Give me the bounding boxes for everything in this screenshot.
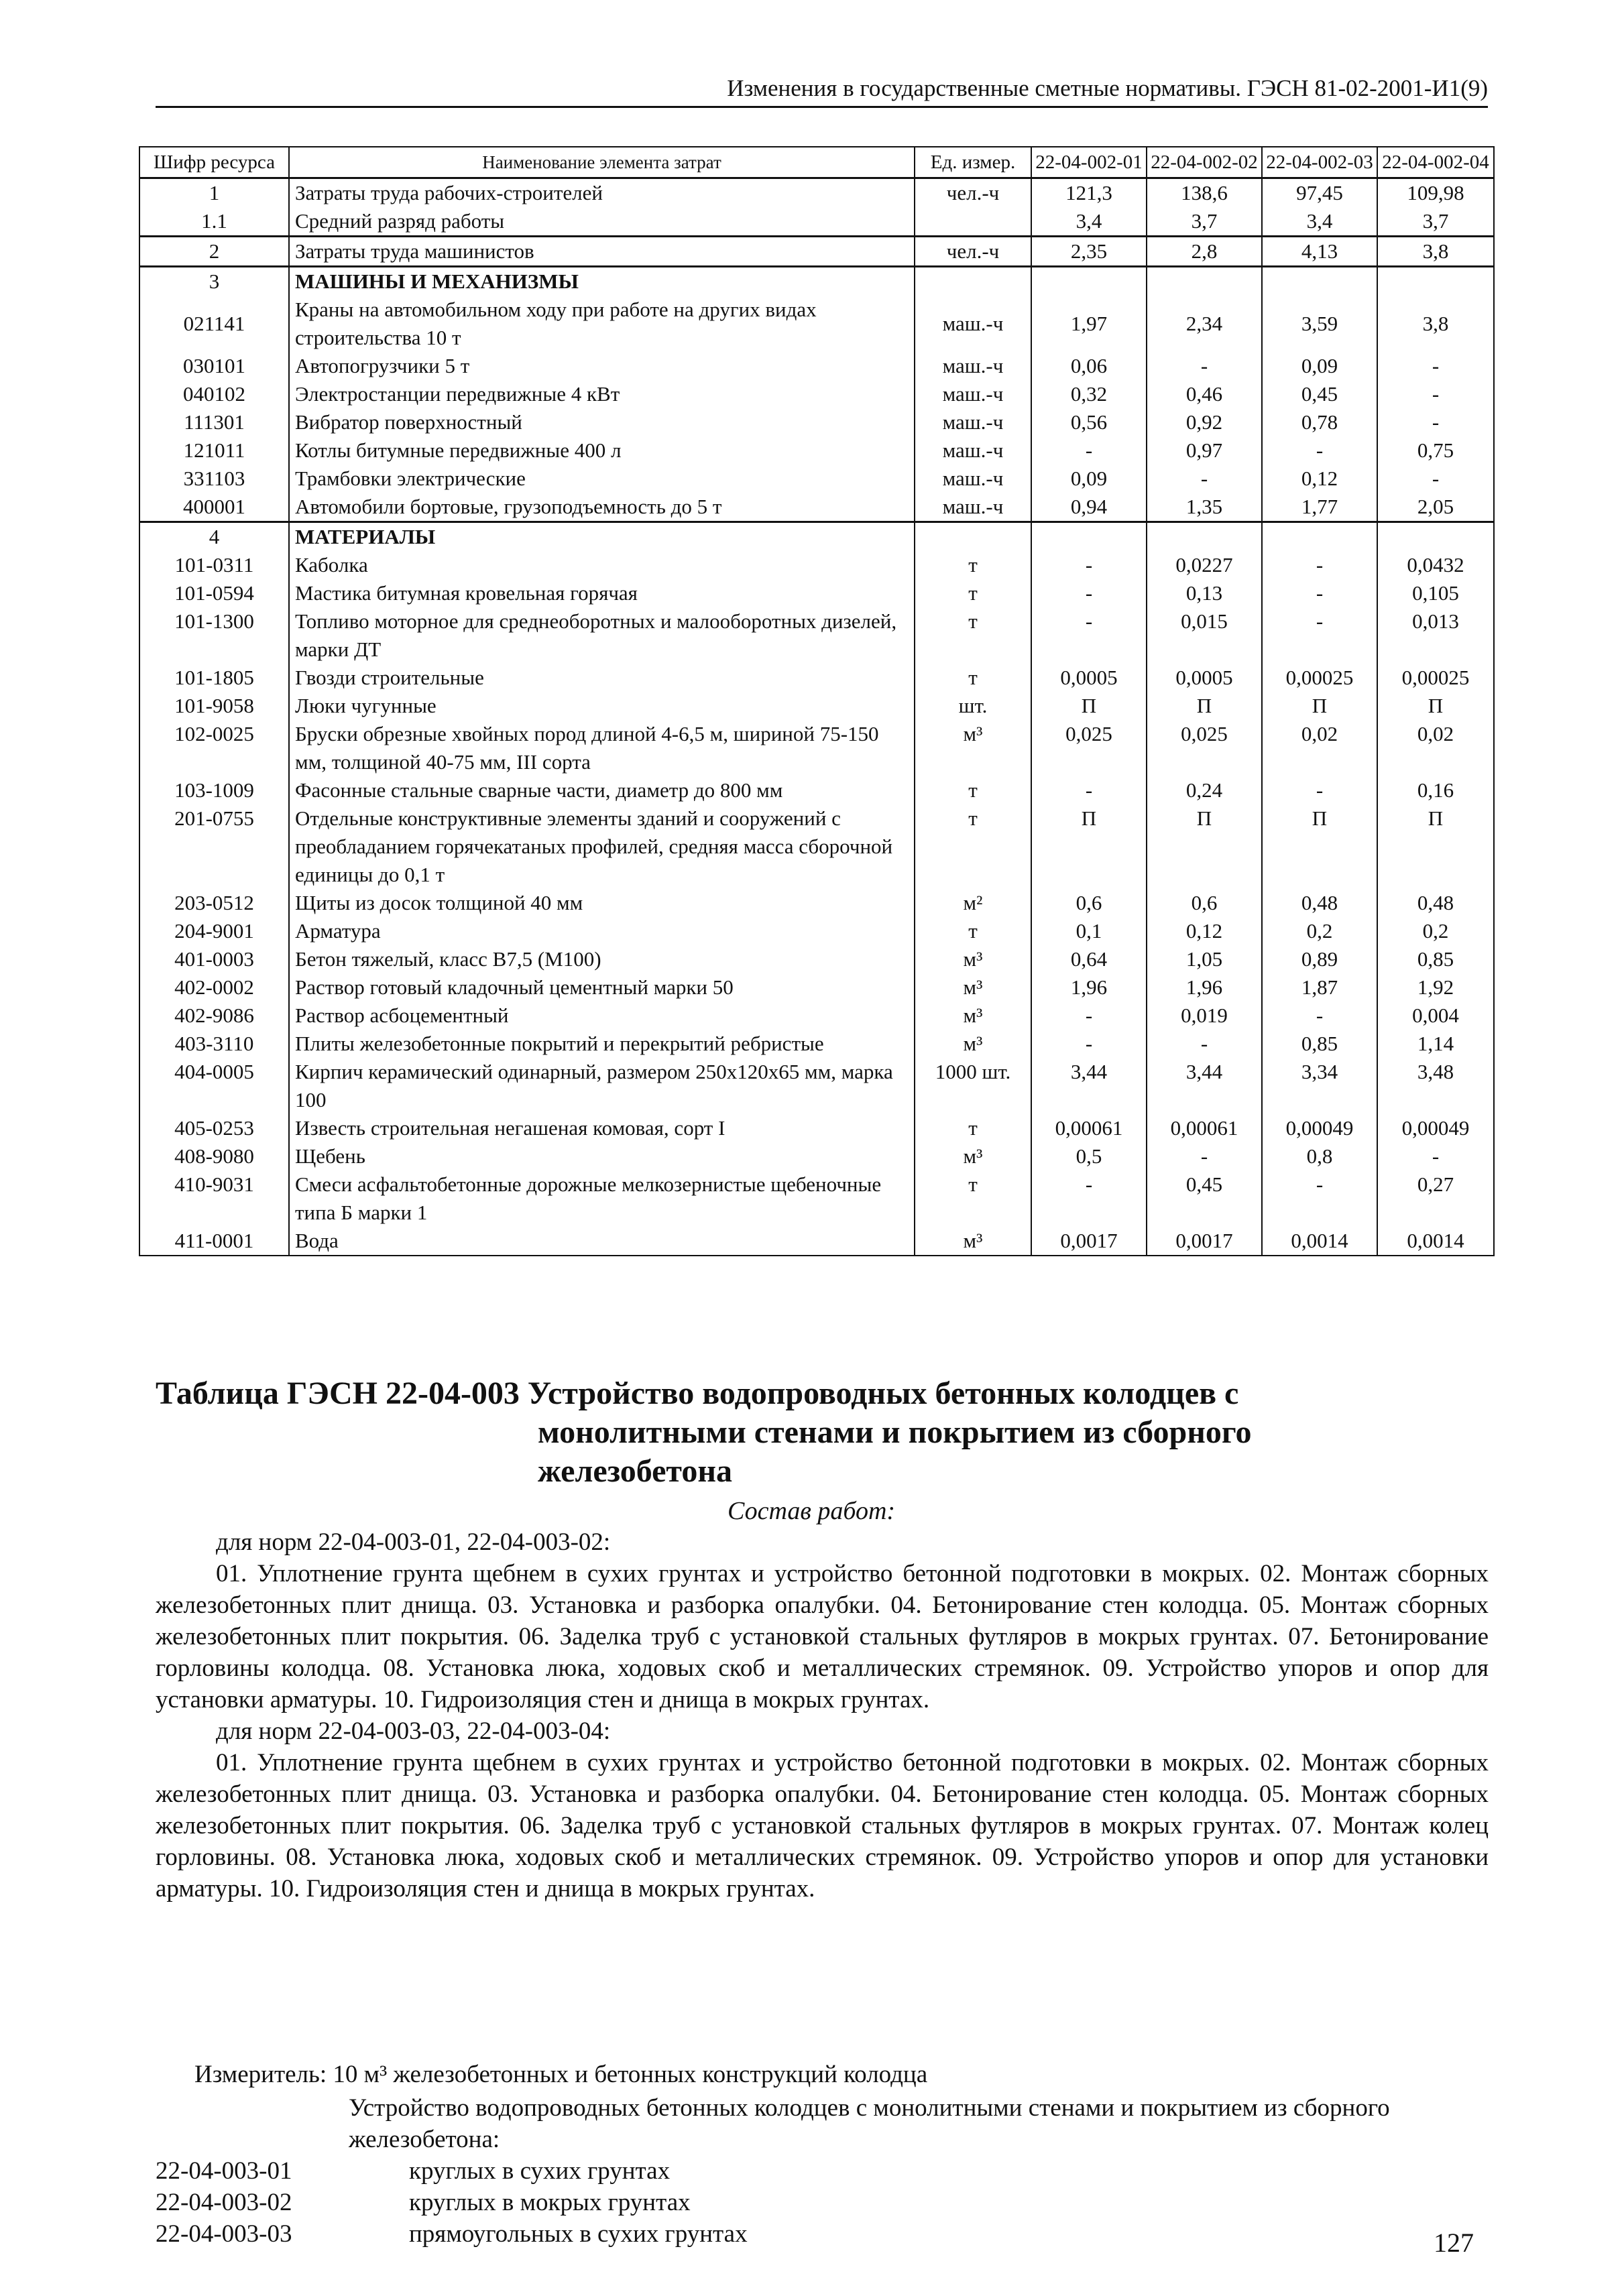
norm-value: 0,75 xyxy=(1377,436,1494,465)
table-row xyxy=(139,776,1494,804)
norm-row xyxy=(156,2187,748,2218)
norm-value: 0,94 xyxy=(1031,493,1147,522)
resource-code: 4 xyxy=(139,522,289,552)
norm-value: 0,45 xyxy=(1147,1170,1262,1227)
table-row xyxy=(139,1227,1494,1256)
resource-unit: т xyxy=(915,1114,1031,1142)
norm-value: 1,05 xyxy=(1147,945,1262,973)
resource-code: 102-0025 xyxy=(139,720,289,776)
norm-description: Устройство водопроводных бетонных колодцев с монолитными стенами и покрытием из сборного железобетона: xyxy=(349,2094,1390,2153)
composition-label: Состав работ: xyxy=(728,1497,896,1525)
col-norm-4-header: 22-04-002-04 xyxy=(1377,147,1494,178)
table-row xyxy=(139,889,1494,917)
norm-value: 0,06 xyxy=(1031,352,1147,380)
resource-unit: чел.-ч xyxy=(915,237,1031,267)
table-row xyxy=(139,1170,1494,1227)
resource-code: 103-1009 xyxy=(139,776,289,804)
resource-name: Мастика битумная кровельная горячая xyxy=(289,579,915,607)
resource-name: Кирпич керамический одинарный, размером 250x120x65 мм, марка 100 xyxy=(289,1058,915,1114)
col-norm-3-header: 22-04-002-03 xyxy=(1262,147,1377,178)
norm-value: 0,56 xyxy=(1031,408,1147,436)
norm-value: 0,09 xyxy=(1262,352,1377,380)
resource-name: Люки чугунные xyxy=(289,692,915,720)
norm-value: 0,00025 xyxy=(1377,664,1494,692)
resource-unit: м³ xyxy=(915,1030,1031,1058)
resource-name: Автомобили бортовые, грузоподъемность до 5 т xyxy=(289,493,915,522)
norm-code: 22-04-003-02 xyxy=(156,2189,292,2216)
norm-value: П xyxy=(1147,804,1262,889)
norm-value: 138,6 xyxy=(1147,178,1262,208)
norm-list xyxy=(156,2155,748,2250)
norms-b-label: для норм 22-04-003-03, 22-04-003-04: xyxy=(216,1717,611,1745)
col-norm-1-header: 22-04-002-01 xyxy=(1031,147,1147,178)
table-row xyxy=(139,465,1494,493)
resource-name: Арматура xyxy=(289,917,915,945)
norm-value: - xyxy=(1031,1170,1147,1227)
resource-name: Автопогрузчики 5 т xyxy=(289,352,915,380)
resource-unit: т xyxy=(915,607,1031,664)
resource-name: Гвозди строительные xyxy=(289,664,915,692)
table-row xyxy=(139,973,1494,1002)
norm-value xyxy=(1262,522,1377,552)
norm-value: П xyxy=(1147,692,1262,720)
norm-value: 3,44 xyxy=(1147,1058,1262,1114)
norms-b-block xyxy=(156,1715,1489,1905)
resource-name: Раствор асбоцементный xyxy=(289,1002,915,1030)
norm-value xyxy=(1031,522,1147,552)
resource-name: Раствор готовый кладочный цементный марки 50 xyxy=(289,973,915,1002)
norm-value: 0,12 xyxy=(1147,917,1262,945)
resource-code: 1.1 xyxy=(139,207,289,237)
norm-value: - xyxy=(1031,551,1147,579)
norm-value: 0,92 xyxy=(1147,408,1262,436)
norm-value: 0,00061 xyxy=(1147,1114,1262,1142)
norm-value: - xyxy=(1262,436,1377,465)
table-title xyxy=(156,1374,1430,1491)
norm-value: 0,02 xyxy=(1262,720,1377,776)
norm-value: 0,45 xyxy=(1262,380,1377,408)
norm-value: 0,85 xyxy=(1262,1030,1377,1058)
table-row xyxy=(139,267,1494,296)
norm-value: - xyxy=(1147,1142,1262,1170)
norm-value: 0,00049 xyxy=(1377,1114,1494,1142)
norm-value: 0,0227 xyxy=(1147,551,1262,579)
norm-value: 2,8 xyxy=(1147,237,1262,267)
norm-value: П xyxy=(1031,804,1147,889)
norm-value: - xyxy=(1031,1030,1147,1058)
norm-value: 3,48 xyxy=(1377,1058,1494,1114)
resource-unit: 1000 шт. xyxy=(915,1058,1031,1114)
table-row xyxy=(139,522,1494,552)
resource-unit: т xyxy=(915,579,1031,607)
resource-code: 403-3110 xyxy=(139,1030,289,1058)
resource-code: 101-1300 xyxy=(139,607,289,664)
norm-value: - xyxy=(1377,352,1494,380)
resource-code: 101-1805 xyxy=(139,664,289,692)
norm-value xyxy=(1377,267,1494,296)
norm-row xyxy=(156,2155,748,2187)
resource-unit: т xyxy=(915,664,1031,692)
norm-value: 0,48 xyxy=(1377,889,1494,917)
resource-code: 203-0512 xyxy=(139,889,289,917)
resource-unit: чел.-ч xyxy=(915,178,1031,208)
resource-unit: т xyxy=(915,917,1031,945)
norm-value: 0,85 xyxy=(1377,945,1494,973)
norm-value: 97,45 xyxy=(1262,178,1377,208)
norm-value: 3,44 xyxy=(1031,1058,1147,1114)
resource-name: Щебень xyxy=(289,1142,915,1170)
resource-unit: маш.-ч xyxy=(915,380,1031,408)
norms-a-block xyxy=(156,1526,1489,1715)
norms-a-text: 01. Уплотнение грунта щебнем в сухих грунтах и устройство бетонной подготовки в мокрых. 02. Монтаж сборных железобетонных плит днища. 03. Установка и разборка опалубки. 04. Бетонирование стен колодца. 05. Монтаж сборных железобетонных плит покрытия. 06. Заделка труб с установкой стальных футляров в мокрых грунтах. 07. Бетонирование горловины колодца. 08. Установка люка, ходовых скоб и металлических стремянок. 09. Устройство упоров и опор для установки арматуры. 10. Гидроизоляция стен и днища в мокрых грунтах. xyxy=(156,1560,1489,1713)
resource-code: 411-0001 xyxy=(139,1227,289,1256)
norm-value: 0,27 xyxy=(1377,1170,1494,1227)
norm-value: - xyxy=(1031,1002,1147,1030)
resource-code: 1 xyxy=(139,178,289,208)
norm-value: П xyxy=(1262,804,1377,889)
resource-unit: шт. xyxy=(915,692,1031,720)
resource-unit: м³ xyxy=(915,1227,1031,1256)
norm-value: 0,0432 xyxy=(1377,551,1494,579)
norm-value: П xyxy=(1031,692,1147,720)
title-line-1: Таблица ГЭСН 22-04-003 Устройство водопроводных бетонных колодцев с xyxy=(156,1376,1239,1411)
resource-code: 111301 xyxy=(139,408,289,436)
norm-value: 3,4 xyxy=(1031,207,1147,237)
table-row xyxy=(139,945,1494,973)
norm-value: - xyxy=(1377,1142,1494,1170)
title-line-2: монолитными стенами и покрытием из сборного xyxy=(538,1414,1252,1450)
norm-text: круглых в сухих грунтах xyxy=(409,2157,671,2185)
norm-value: 3,4 xyxy=(1262,207,1377,237)
table-row xyxy=(139,296,1494,352)
norm-value: - xyxy=(1377,465,1494,493)
norm-value: П xyxy=(1262,692,1377,720)
norm-row xyxy=(156,2218,748,2250)
norm-value: 0,019 xyxy=(1147,1002,1262,1030)
norm-value: 1,96 xyxy=(1147,973,1262,1002)
section-heading: МАШИНЫ И МЕХАНИЗМЫ xyxy=(295,269,579,293)
norm-value: - xyxy=(1031,579,1147,607)
norm-value: 0,12 xyxy=(1262,465,1377,493)
resource-name: Затраты труда рабочих-строителей xyxy=(289,178,915,208)
norm-code: 22-04-003-01 xyxy=(156,2157,292,2185)
resource-unit: маш.-ч xyxy=(915,408,1031,436)
norm-value: 0,013 xyxy=(1377,607,1494,664)
norms-a-label: для норм 22-04-003-01, 22-04-003-02: xyxy=(216,1528,611,1556)
resource-name: Краны на автомобильном ходу при работе на других видах строительства 10 т xyxy=(289,296,915,352)
norm-value: - xyxy=(1147,352,1262,380)
resource-name: Электростанции передвижные 4 кВт xyxy=(289,380,915,408)
resource-name: Каболка xyxy=(289,551,915,579)
table-header-row xyxy=(139,147,1494,178)
resource-name: Плиты железобетонные покрытий и перекрытий ребристые xyxy=(289,1030,915,1058)
norm-value: П xyxy=(1377,692,1494,720)
norm-value: 109,98 xyxy=(1377,178,1494,208)
norm-value: 1,35 xyxy=(1147,493,1262,522)
table-row xyxy=(139,804,1494,889)
norm-value xyxy=(1031,267,1147,296)
table-row xyxy=(139,178,1494,208)
norm-value: 1,96 xyxy=(1031,973,1147,1002)
resource-unit: маш.-ч xyxy=(915,465,1031,493)
measure-unit: Измеритель: 10 м³ железобетонных и бетонных конструкций колодца xyxy=(194,2061,928,2088)
norm-value: 3,8 xyxy=(1377,296,1494,352)
resource-unit: маш.-ч xyxy=(915,352,1031,380)
resource-code: 030101 xyxy=(139,352,289,380)
norm-value: 0,48 xyxy=(1262,889,1377,917)
norm-value: 0,0017 xyxy=(1031,1227,1147,1256)
table-row xyxy=(139,720,1494,776)
col-norm-2-header: 22-04-002-02 xyxy=(1147,147,1262,178)
norm-value: 0,24 xyxy=(1147,776,1262,804)
norm-value: 0,0005 xyxy=(1031,664,1147,692)
resource-code: 040102 xyxy=(139,380,289,408)
norm-value: 0,2 xyxy=(1262,917,1377,945)
table-row xyxy=(139,607,1494,664)
resource-unit xyxy=(915,522,1031,552)
resource-unit xyxy=(915,207,1031,237)
resource-code: 204-9001 xyxy=(139,917,289,945)
table-row xyxy=(139,692,1494,720)
norm-value: 2,35 xyxy=(1031,237,1147,267)
table-row xyxy=(139,1002,1494,1030)
col-code-header: Шифр ресурса xyxy=(139,147,289,178)
norm-value: - xyxy=(1031,776,1147,804)
norm-value: 0,09 xyxy=(1031,465,1147,493)
table-row xyxy=(139,1030,1494,1058)
norm-value xyxy=(1262,267,1377,296)
resource-code: 2 xyxy=(139,237,289,267)
resource-code: 101-0594 xyxy=(139,579,289,607)
table-row xyxy=(139,408,1494,436)
norm-value: - xyxy=(1031,436,1147,465)
norm-value: 0,89 xyxy=(1262,945,1377,973)
resource-name: Затраты труда машинистов xyxy=(289,237,915,267)
norm-value: 1,97 xyxy=(1031,296,1147,352)
resource-code: 402-9086 xyxy=(139,1002,289,1030)
resource-name: Смеси асфальтобетонные дорожные мелкозернистые щебеночные типа Б марки 1 xyxy=(289,1170,915,1227)
norm-value: 0,00061 xyxy=(1031,1114,1147,1142)
resource-unit: м³ xyxy=(915,945,1031,973)
norm-value: 0,0014 xyxy=(1377,1227,1494,1256)
table-row xyxy=(139,352,1494,380)
resource-name: Щиты из досок толщиной 40 мм xyxy=(289,889,915,917)
resource-name: Топливо моторное для среднеоборотных и малооборотных дизелей, марки ДТ xyxy=(289,607,915,664)
norm-value: 0,64 xyxy=(1031,945,1147,973)
norm-value: 0,97 xyxy=(1147,436,1262,465)
norm-value: - xyxy=(1262,1002,1377,1030)
table-row xyxy=(139,207,1494,237)
norm-value: 1,14 xyxy=(1377,1030,1494,1058)
norm-value: 3,59 xyxy=(1262,296,1377,352)
resource-name xyxy=(289,522,915,552)
norm-value: 0,015 xyxy=(1147,607,1262,664)
norm-value: 0,5 xyxy=(1031,1142,1147,1170)
norm-value: 0,00025 xyxy=(1262,664,1377,692)
norm-value: П xyxy=(1377,804,1494,889)
norm-value: 3,7 xyxy=(1147,207,1262,237)
resource-code: 404-0005 xyxy=(139,1058,289,1114)
norm-value: - xyxy=(1262,551,1377,579)
norm-value: - xyxy=(1377,380,1494,408)
resource-unit: т xyxy=(915,776,1031,804)
resource-code: 021141 xyxy=(139,296,289,352)
resource-unit: т xyxy=(915,1170,1031,1227)
table-row xyxy=(139,1058,1494,1114)
norms-b-text: 01. Уплотнение грунта щебнем в сухих грунтах и устройство бетонной подготовки в мокрых. 02. Монтаж сборных железобетонных плит днища. 03. Установка и разборка опалубки. 04. Бетонирование стен колодца. 05. Монтаж сборных железобетонных плит покрытия. 06. Заделка труб с установкой стальных футляров в мокрых грунтах. 07. Монтаж колец горловины. 08. Установка люка, ходовых скоб и металлических стремянок. 09. Устройство упоров и опор для установки арматуры. 10. Гидроизоляция стен и днища в мокрых грунтах. xyxy=(156,1749,1489,1902)
norm-value: 2,34 xyxy=(1147,296,1262,352)
norm-value: 0,025 xyxy=(1147,720,1262,776)
norm-value: 1,87 xyxy=(1262,973,1377,1002)
norm-value: 1,92 xyxy=(1377,973,1494,1002)
norm-value: 0,0014 xyxy=(1262,1227,1377,1256)
resource-unit: маш.-ч xyxy=(915,436,1031,465)
norm-value xyxy=(1147,267,1262,296)
norm-value: 0,13 xyxy=(1147,579,1262,607)
norm-value: 0,0005 xyxy=(1147,664,1262,692)
norm-value: 0,1 xyxy=(1031,917,1147,945)
norm-text: круглых в мокрых грунтах xyxy=(409,2189,691,2216)
norm-value: 0,8 xyxy=(1262,1142,1377,1170)
norm-value: 0,16 xyxy=(1377,776,1494,804)
table-row xyxy=(139,579,1494,607)
resource-unit xyxy=(915,267,1031,296)
resource-code: 402-0002 xyxy=(139,973,289,1002)
resource-name xyxy=(289,267,915,296)
resource-unit: м² xyxy=(915,889,1031,917)
norm-value: - xyxy=(1147,1030,1262,1058)
norm-value: 0,02 xyxy=(1377,720,1494,776)
resource-code: 101-9058 xyxy=(139,692,289,720)
norm-value: 3,8 xyxy=(1377,237,1494,267)
resource-unit: м³ xyxy=(915,720,1031,776)
resource-unit: маш.-ч xyxy=(915,296,1031,352)
table-row xyxy=(139,436,1494,465)
norm-value: 0,004 xyxy=(1377,1002,1494,1030)
norm-code: 22-04-003-03 xyxy=(156,2220,292,2248)
norm-value: 0,46 xyxy=(1147,380,1262,408)
col-unit-header: Ед. измер. xyxy=(915,147,1031,178)
norm-value: 4,13 xyxy=(1262,237,1377,267)
resource-name: Котлы битумные передвижные 400 л xyxy=(289,436,915,465)
resource-code: 405-0253 xyxy=(139,1114,289,1142)
resource-code: 400001 xyxy=(139,493,289,522)
norm-value: 0,0017 xyxy=(1147,1227,1262,1256)
resource-name: Вибратор поверхностный xyxy=(289,408,915,436)
norm-value: 0,32 xyxy=(1031,380,1147,408)
norm-value: 3,34 xyxy=(1262,1058,1377,1114)
norm-value xyxy=(1147,522,1262,552)
running-header: Изменения в государственные сметные нормативы. ГЭСН 81-02-2001-И1(9) xyxy=(156,72,1488,108)
resource-unit: м³ xyxy=(915,1002,1031,1030)
resource-code: 201-0755 xyxy=(139,804,289,889)
norm-text: прямоугольных в сухих грунтах xyxy=(409,2220,748,2248)
norm-value: 0,105 xyxy=(1377,579,1494,607)
table-row xyxy=(139,380,1494,408)
resource-code: 410-9031 xyxy=(139,1170,289,1227)
norm-value: 0,6 xyxy=(1031,889,1147,917)
norm-value: 3,7 xyxy=(1377,207,1494,237)
resource-name: Бруски обрезные хвойных пород длиной 4-6,5 м, шириной 75-150 мм, толщиной 40-75 мм, III сорта xyxy=(289,720,915,776)
resource-code: 331103 xyxy=(139,465,289,493)
table-row xyxy=(139,1114,1494,1142)
norm-value: 0,00049 xyxy=(1262,1114,1377,1142)
resource-name: Вода xyxy=(289,1227,915,1256)
resource-name: Фасонные стальные сварные части, диаметр до 800 мм xyxy=(289,776,915,804)
table-row xyxy=(139,237,1494,267)
table-row xyxy=(139,551,1494,579)
norm-value: 2,05 xyxy=(1377,493,1494,522)
norm-value xyxy=(1377,522,1494,552)
norm-value: 121,3 xyxy=(1031,178,1147,208)
resource-name: Бетон тяжелый, класс В7,5 (М100) xyxy=(289,945,915,973)
resource-code: 408-9080 xyxy=(139,1142,289,1170)
resource-code: 121011 xyxy=(139,436,289,465)
resource-name: Средний разряд работы xyxy=(289,207,915,237)
resource-name: Отдельные конструктивные элементы зданий и сооружений с преобладанием горячекатаных профилей, средняя масса сборочной единицы до 0,1 т xyxy=(289,804,915,889)
norm-value: - xyxy=(1377,408,1494,436)
resource-table xyxy=(139,146,1495,1256)
table-row xyxy=(139,493,1494,522)
norm-value: - xyxy=(1262,1170,1377,1227)
norm-value: 0,78 xyxy=(1262,408,1377,436)
col-name-header: Наименование элемента затрат xyxy=(289,147,915,178)
section-heading: МАТЕРИАЛЫ xyxy=(295,525,436,548)
resource-code: 3 xyxy=(139,267,289,296)
resource-unit: м³ xyxy=(915,973,1031,1002)
resource-name: Трамбовки электрические xyxy=(289,465,915,493)
norm-value: - xyxy=(1262,579,1377,607)
norm-value: 1,77 xyxy=(1262,493,1377,522)
norm-value: - xyxy=(1147,465,1262,493)
resource-unit: м³ xyxy=(915,1142,1031,1170)
table-row xyxy=(139,664,1494,692)
title-line-3: железобетона xyxy=(538,1453,732,1489)
norm-value: 0,6 xyxy=(1147,889,1262,917)
resource-code: 401-0003 xyxy=(139,945,289,973)
resource-code: 101-0311 xyxy=(139,551,289,579)
table-row xyxy=(139,1142,1494,1170)
norm-value: - xyxy=(1262,776,1377,804)
norm-value: 0,025 xyxy=(1031,720,1147,776)
resource-name: Известь строительная негашеная комовая, сорт I xyxy=(289,1114,915,1142)
resource-unit: маш.-ч xyxy=(915,493,1031,522)
norm-value: - xyxy=(1031,607,1147,664)
table-row xyxy=(139,917,1494,945)
resource-unit: т xyxy=(915,804,1031,889)
page-number: 127 xyxy=(1434,2228,1474,2258)
norm-value: 0,2 xyxy=(1377,917,1494,945)
resource-unit: т xyxy=(915,551,1031,579)
norm-value: - xyxy=(1262,607,1377,664)
